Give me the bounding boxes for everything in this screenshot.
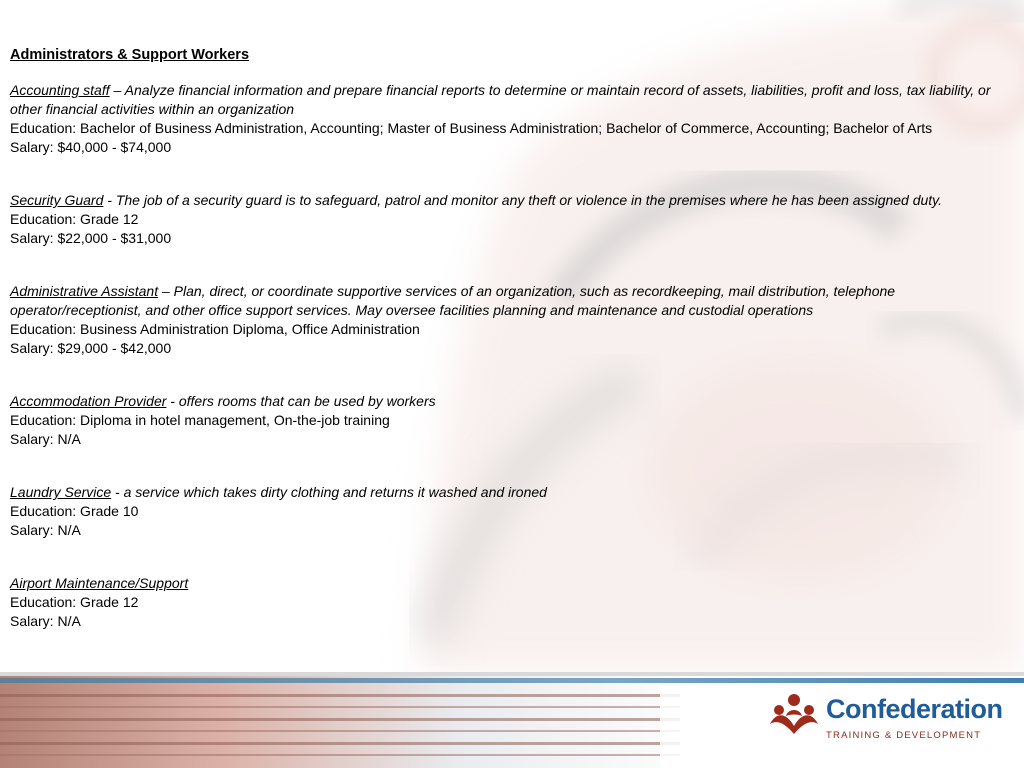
job-title: Airport Maintenance/Support [10, 575, 189, 591]
job-salary: Salary: $29,000 - $42,000 [10, 340, 172, 356]
job-entry-laundry-service [10, 483, 1014, 540]
job-salary: Salary: N/A [10, 522, 81, 538]
job-education: Education: Bachelor of Business Administration, Accounting; Master of Business Administration; Bachelor of Commerce, Accounting; Bachelor of Arts [10, 120, 933, 136]
slide-content [10, 46, 1014, 631]
job-heading [10, 574, 1014, 593]
confederation-logo [768, 690, 1008, 750]
job-education: Education: Grade 12 [10, 594, 139, 610]
job-entry-administrative-assistant [10, 282, 1014, 358]
job-heading [10, 81, 1014, 119]
job-entry-accounting-staff [10, 81, 1014, 157]
job-salary: Salary: $22,000 - $31,000 [10, 230, 172, 246]
job-education: Education: Diploma in hotel management, On-the-job training [10, 412, 390, 428]
job-salary: Salary: N/A [10, 431, 81, 447]
job-entry-airport-maintenance [10, 574, 1014, 631]
job-heading [10, 392, 1014, 411]
job-description: – Plan, direct, or coordinate supportive services of an organization, such as recordkeeping, mail distribution, telephone operator/receptionist, and other office support services. May oversee facilities planning and maintenance and custodial operations [10, 283, 896, 318]
job-entry-security-guard [10, 191, 1014, 248]
job-title: Laundry Service [10, 484, 112, 500]
job-title: Accommodation Provider [10, 393, 167, 409]
job-description: - offers rooms that can be used by workers [166, 393, 436, 409]
job-heading [10, 191, 1014, 210]
job-salary: Salary: N/A [10, 613, 81, 629]
confederation-people-icon [768, 692, 820, 736]
job-education: Education: Business Administration Diploma, Office Administration [10, 321, 420, 337]
logo-tagline: TRAINING & DEVELOPMENT [826, 730, 982, 741]
job-title: Accounting staff [10, 82, 110, 98]
job-description: - The job of a security guard is to safeguard, patrol and monitor any theft or violence in the premises where he has been assigned duty. [103, 192, 943, 208]
job-description: – Analyze financial information and prepare financial reports to determine or maintain record of assets, liabilities, profit and loss, tax liability, or other financial activities within an organization [10, 82, 991, 117]
slide-title: Administrators & Support Workers [10, 47, 250, 63]
job-salary: Salary: $40,000 - $74,000 [10, 139, 172, 155]
job-education: Education: Grade 12 [10, 211, 139, 227]
job-entry-accommodation-provider [10, 392, 1014, 449]
job-education: Education: Grade 10 [10, 503, 139, 519]
job-title: Security Guard [10, 192, 104, 208]
job-title: Administrative Assistant [10, 283, 159, 299]
job-heading [10, 483, 1014, 502]
job-heading [10, 282, 1014, 320]
job-description: - a service which takes dirty clothing and returns it washed and ironed [111, 484, 547, 500]
logo-wordmark: Confederation [826, 694, 1003, 724]
